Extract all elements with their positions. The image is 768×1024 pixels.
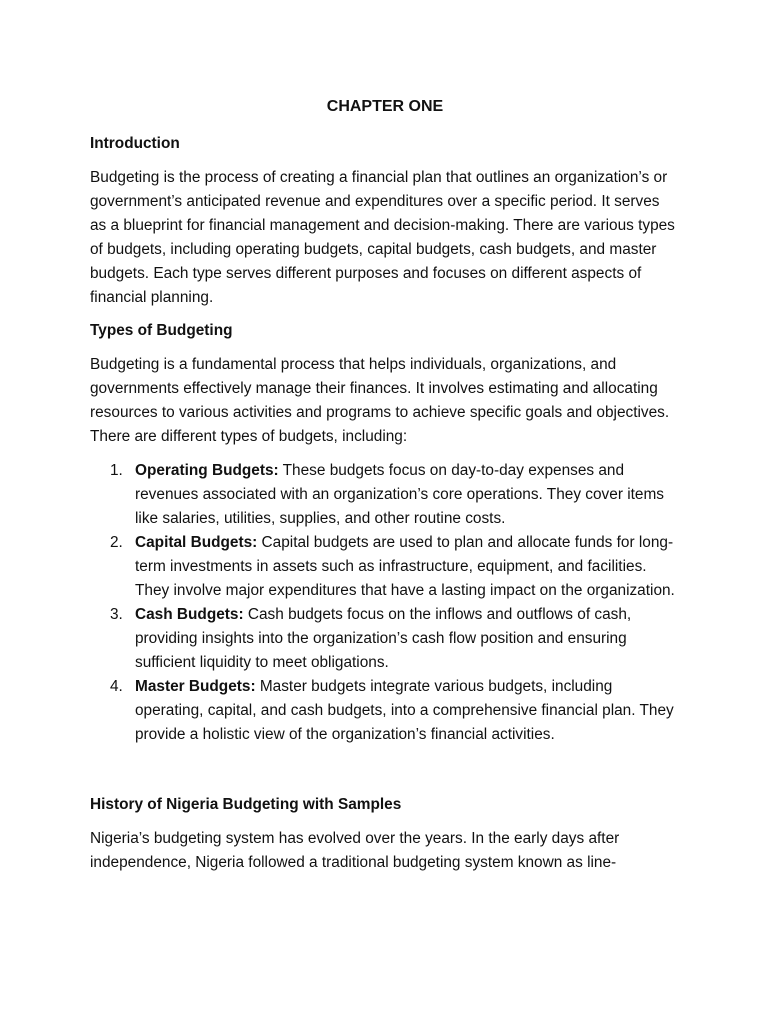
list-item-number: 3. bbox=[110, 606, 123, 623]
document-body bbox=[90, 93, 680, 875]
chapter-title: CHAPTER ONE bbox=[326, 98, 444, 115]
budget-types-list bbox=[90, 459, 680, 747]
list-item-text: These budgets focus on day-to-day expenses and revenues associated with an organization’s core operations. They cover items like salaries, utilities, supplies, and other routine costs. bbox=[135, 462, 664, 527]
list-item-number: 1. bbox=[110, 462, 123, 479]
list-item-number: 4. bbox=[110, 678, 123, 695]
history-heading: History of Nigeria Budgeting with Samples bbox=[90, 796, 402, 813]
list-item-operating-budgets bbox=[90, 459, 680, 531]
list-item-text: Master budgets integrate various budgets, including operating, capital, and cash budgets, into a comprehensive financial plan. They provide a holistic view of the organization’s financial activities. bbox=[135, 678, 674, 743]
list-item-number: 2. bbox=[110, 534, 123, 551]
list-item-text: Capital budgets are used to plan and allocate funds for long-term investments in assets such as infrastructure, equipment, and facilities. They involve major expenditures that have a lasting impact on the organization. bbox=[135, 534, 675, 599]
list-item-text: Cash budgets focus on the inflows and outflows of cash, providing insights into the organization’s cash flow position and ensuring sufficient liquidity to meet obligations. bbox=[135, 606, 632, 671]
list-item-title: Operating Budgets: bbox=[135, 462, 279, 479]
introduction-paragraph: Budgeting is the process of creating a financial plan that outlines an organization’s or government’s anticipated revenue and expenditures over a specific period. It serves as a blueprint for financial management and decision-making. There are various types of budgets, including operating budgets, capital budgets, cash budgets, and master budgets. Each type serves different purposes and focuses on different aspects of financial planning. bbox=[90, 169, 675, 306]
list-item-title: Cash Budgets: bbox=[135, 606, 244, 623]
types-paragraph: Budgeting is a fundamental process that helps individuals, organizations, and governments effectively manage their finances. It involves estimating and allocating resources to various activities and programs to achieve specific goals and objectives. There are different types of budgets, including: bbox=[90, 356, 670, 445]
list-item-capital-budgets bbox=[90, 531, 680, 603]
introduction-heading: Introduction bbox=[90, 135, 180, 152]
list-item-title: Capital Budgets: bbox=[135, 534, 258, 551]
list-item-cash-budgets bbox=[90, 603, 680, 675]
list-item-title: Master Budgets: bbox=[135, 678, 256, 695]
types-heading: Types of Budgeting bbox=[90, 322, 233, 339]
history-paragraph: Nigeria’s budgeting system has evolved over the years. In the early days after independence, Nigeria followed a traditional budgeting system known as line- bbox=[90, 830, 620, 871]
list-item-master-budgets bbox=[90, 675, 680, 747]
